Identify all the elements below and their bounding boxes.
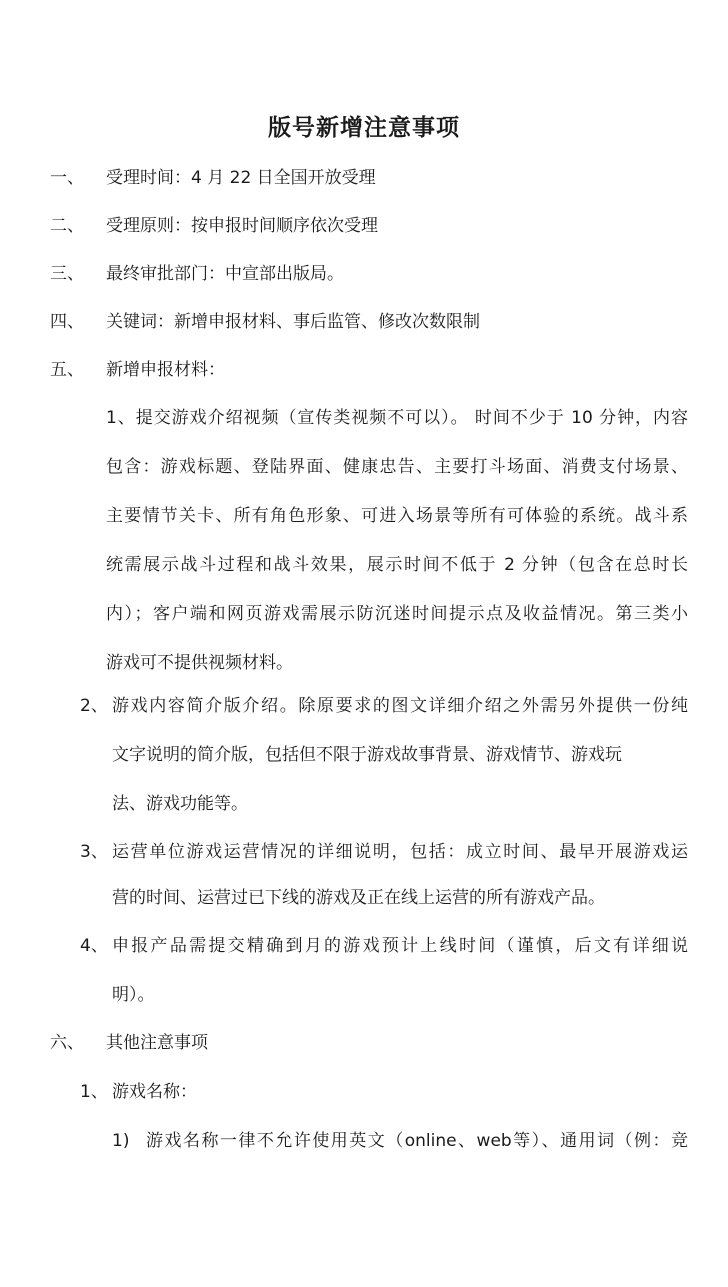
item2-line-1: 游戏内容简介版介绍。除原要求的图文详细介绍之外需另外提供一份纯 [112, 696, 688, 716]
section-number-5: 五、 [50, 360, 84, 380]
section-text-2: 受理原则：按申报时间顺序依次受理 [106, 216, 378, 236]
item4-line-1: 申报产品需提交精确到月的游戏预计上线时间（谨慎，后文有详细说 [112, 936, 688, 956]
section-number-3: 三、 [50, 264, 84, 284]
section-text-1: 受理时间：4 月 22 日全国开放受理 [106, 168, 376, 188]
section-text-4: 关键词：新增申报材料、事后监管、修改次数限制 [106, 312, 480, 332]
section-number-4: 四、 [50, 312, 84, 332]
item1-line-4: 统需展示战斗过程和战斗效果，展示时间不低于 2 分钟（包含在总时长 [106, 555, 688, 575]
item2-number: 2、 [80, 696, 108, 716]
document-title: 版号新增注意事项 [268, 115, 460, 141]
section-text-3: 最终审批部门：中宣部出版局。 [106, 264, 344, 284]
section-number-1: 一、 [50, 168, 84, 188]
item4-line-2: 明）。 [112, 985, 155, 1005]
item1-line-2: 包含：游戏标题、登陆界面、健康忠告、主要打斗场面、消费支付场景、 [106, 457, 688, 477]
section-text-5: 新增申报材料： [106, 360, 225, 380]
item1-line-1: 1、提交游戏介绍视频（宣传类视频不可以）。 时间不少于 10 分钟，内容 [106, 408, 688, 428]
section-number-6: 六、 [50, 1033, 84, 1053]
item1-line-5: 内）；客户端和网页游戏需展示防沉迷时间提示点及收益情况。第三类小 [106, 604, 688, 624]
section-text-6: 其他注意事项 [106, 1033, 208, 1053]
item3-line-2: 营的时间、运营过已下线的游戏及正在线上运营的所有游戏产品。 [112, 888, 605, 908]
item1-line-6: 游戏可不提供视频材料。 [106, 653, 293, 673]
item3-line-1: 运营单位游戏运营情况的详细说明，包括：成立时间、最早开展游戏运 [112, 842, 688, 862]
item3-number: 3、 [80, 842, 108, 862]
other-item1-number: 1、 [80, 1082, 108, 1102]
item4-number: 4、 [80, 936, 108, 956]
other-sub1-number: 1) [112, 1131, 130, 1151]
item2-line-3: 法、游戏功能等。 [112, 794, 248, 814]
item1-line-3: 主要情节关卡、所有角色形象、可进入场景等所有可体验的系统。战斗系 [106, 506, 688, 526]
section-number-2: 二、 [50, 216, 84, 236]
other-sub1-text: 游戏名称一律不允许使用英文（online、web等）、通用词（例：竞 [146, 1131, 688, 1151]
item2-line-2: 文字说明的简介版，包括但不限于游戏故事背景、游戏情节、游戏玩 [112, 745, 622, 765]
other-item1-text: 游戏名称： [112, 1082, 197, 1102]
